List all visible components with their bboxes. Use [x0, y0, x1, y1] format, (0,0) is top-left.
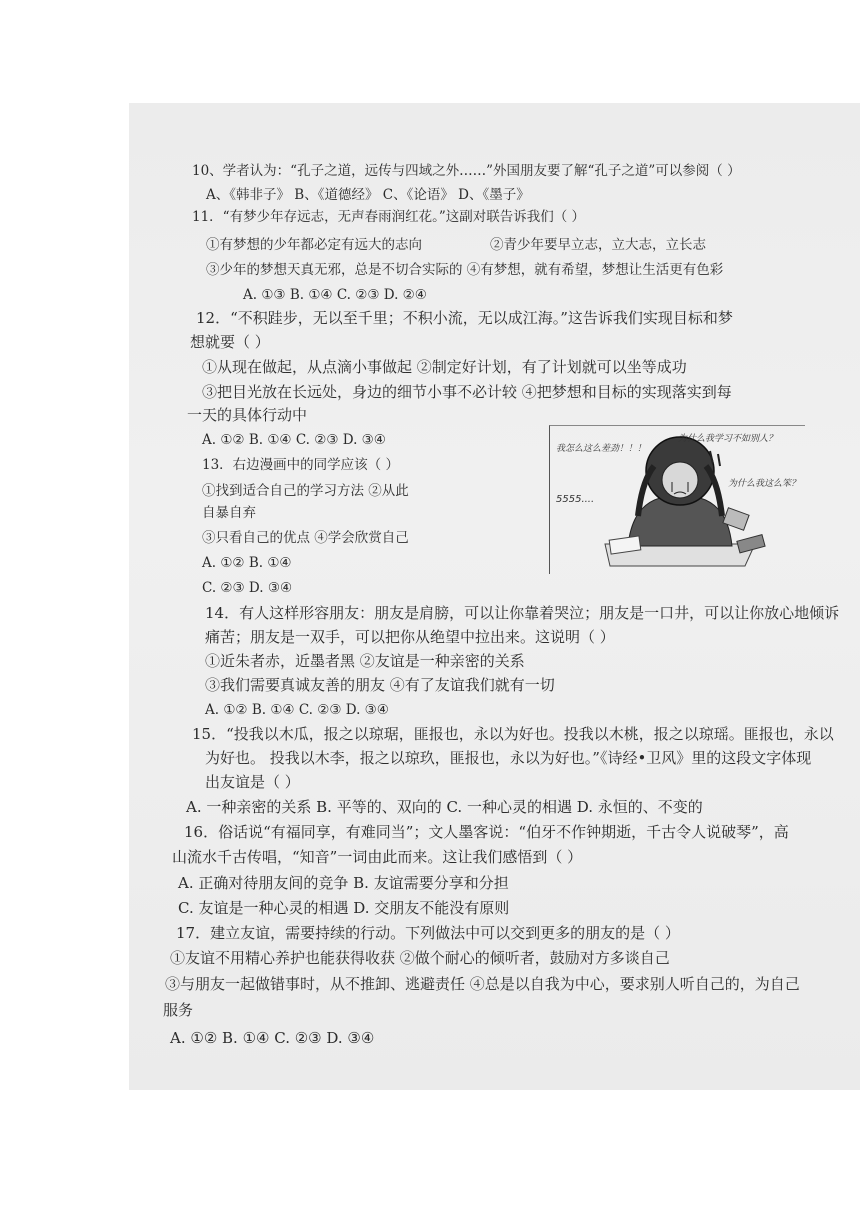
q17-option-1-2: ①友谊不用精心养护也能获得收获 ②做个耐心的倾听者，鼓励对方多谈自己	[170, 949, 670, 967]
comic-caption-left: 我怎么这么差劲！！！	[556, 444, 647, 454]
q14-option-1-2: ①近朱者赤，近墨者黑 ②友谊是一种亲密的关系	[205, 652, 525, 670]
q15-choices: A. 一种亲密的关系 B. 平等的、双向的 C. 一种心灵的相遇 D. 永恒的、不变的	[186, 798, 703, 816]
q16-stem-a: 16．俗话说“有福同享，有难同当”；文人墨客说：“伯牙不作钟期逝，千古令人说破琴”，高	[184, 823, 789, 841]
q13-choices-b: C. ②③ D. ③④	[202, 580, 293, 596]
q12-stem-b: 想就要（ ）	[190, 333, 270, 351]
q16-stem-b: 山流水千古传唱，“知音”一词由此而来。这让我们感悟到（ ）	[172, 848, 583, 866]
q10-options: A、《韩非子》 B、《道德经》 C、《论语》 D、《墨子》	[206, 187, 530, 203]
q17-choices: A. ①② B. ①④ C. ②③ D. ③④	[170, 1029, 375, 1047]
q11-option-2: ②青少年要早立志，立大志，立长志	[490, 237, 706, 253]
q10-stem: 10、学者认为：“孔子之道，远传与四域之外……”外国朋友要了解“孔子之道”可以参阅（ ）	[192, 163, 741, 179]
q13-option-1-2: ①找到适合自己的学习方法 ②从此	[202, 483, 409, 499]
q17-stem: 17．建立友谊，需要持续的行动。下列做法中可以交到更多的朋友的是（ ）	[176, 924, 680, 942]
q17-option-3-4: ③与朋友一起做错事时，从不推卸、逃避责任 ④总是以自我为中心，要求别人听自己的，为自己	[165, 975, 800, 993]
q13-option-2-cont: 自暴自弃	[202, 505, 256, 521]
q13-option-3-4: ③只看自己的优点 ④学会欣赏自己	[202, 530, 409, 546]
q16-options-cd: C. 友谊是一种心灵的相遇 D. 交朋友不能没有原则	[178, 899, 510, 917]
q14-stem-a: 14．有人这样形容朋友：朋友是肩膀，可以让你靠着哭泣；朋友是一口井，可以让你放心地倾诉	[205, 604, 840, 622]
q11-option-1: ①有梦想的少年都必定有远大的志向	[206, 237, 422, 253]
q11-choices: A. ①③ B. ①④ C. ②③ D. ②④	[243, 287, 427, 303]
q14-option-3-4: ③我们需要真诚友善的朋友 ④有了友谊我们就有一切	[205, 676, 555, 694]
q11-stem: 11．“有梦少年存远志，无声春雨润红花。”这副对联告诉我们（ ）	[192, 209, 586, 225]
q14-stem-b: 痛苦；朋友是一双手，可以把你从绝望中拉出来。这说明（ ）	[205, 628, 615, 646]
comic-crying-text: 5555....	[556, 494, 595, 505]
q12-option-4-cont: 一天的具体行动中	[187, 406, 308, 424]
q12-stem-a: 12．“不积跬步，无以至千里；不积小流，无以成江海。”这告诉我们实现目标和梦	[196, 309, 733, 327]
q15-stem-b: 为好也。 投我以木李，报之以琼玖，匪报也，永以为好也。”《诗经•卫风》里的这段文字体现	[205, 749, 812, 767]
q13-choices-a: A. ①② B. ①④	[202, 555, 292, 571]
comic-caption-top: 为什么我学习不如别人？	[678, 434, 778, 444]
q17-option-4-cont: 服务	[163, 1001, 194, 1019]
comic-illustration	[549, 425, 805, 574]
q15-stem-c: 出友谊是（ ）	[205, 773, 300, 791]
q11-option-3-4: ③少年的梦想天真无邪，总是不切合实际的 ④有梦想，就有希望，梦想让生活更有色彩	[206, 262, 724, 278]
q15-stem-a: 15．“投我以木瓜，报之以琼琚，匪报也，永以为好也。投我以木桃，报之以琼瑶。匪报也，永以	[192, 725, 834, 743]
q14-choices: A. ①② B. ①④ C. ②③ D. ③④	[205, 702, 389, 718]
q13-stem: 13．右边漫画中的同学应该（ ）	[202, 457, 399, 473]
q12-choices: A. ①② B. ①④ C. ②③ D. ③④	[202, 432, 386, 448]
comic-caption-right: 为什么我这么笨？	[728, 479, 801, 489]
q12-option-1-2: ①从现在做起，从点滴小事做起 ②制定好计划，有了计划就可以坐等成功	[202, 358, 687, 376]
q12-option-3-4: ③把目光放在长远处，身边的细节小事不必计较 ④把梦想和目标的实现落实到每	[202, 383, 732, 401]
q16-options-ab: A. 正确对待朋友间的竞争 B. 友谊需要分享和分担	[178, 874, 509, 892]
